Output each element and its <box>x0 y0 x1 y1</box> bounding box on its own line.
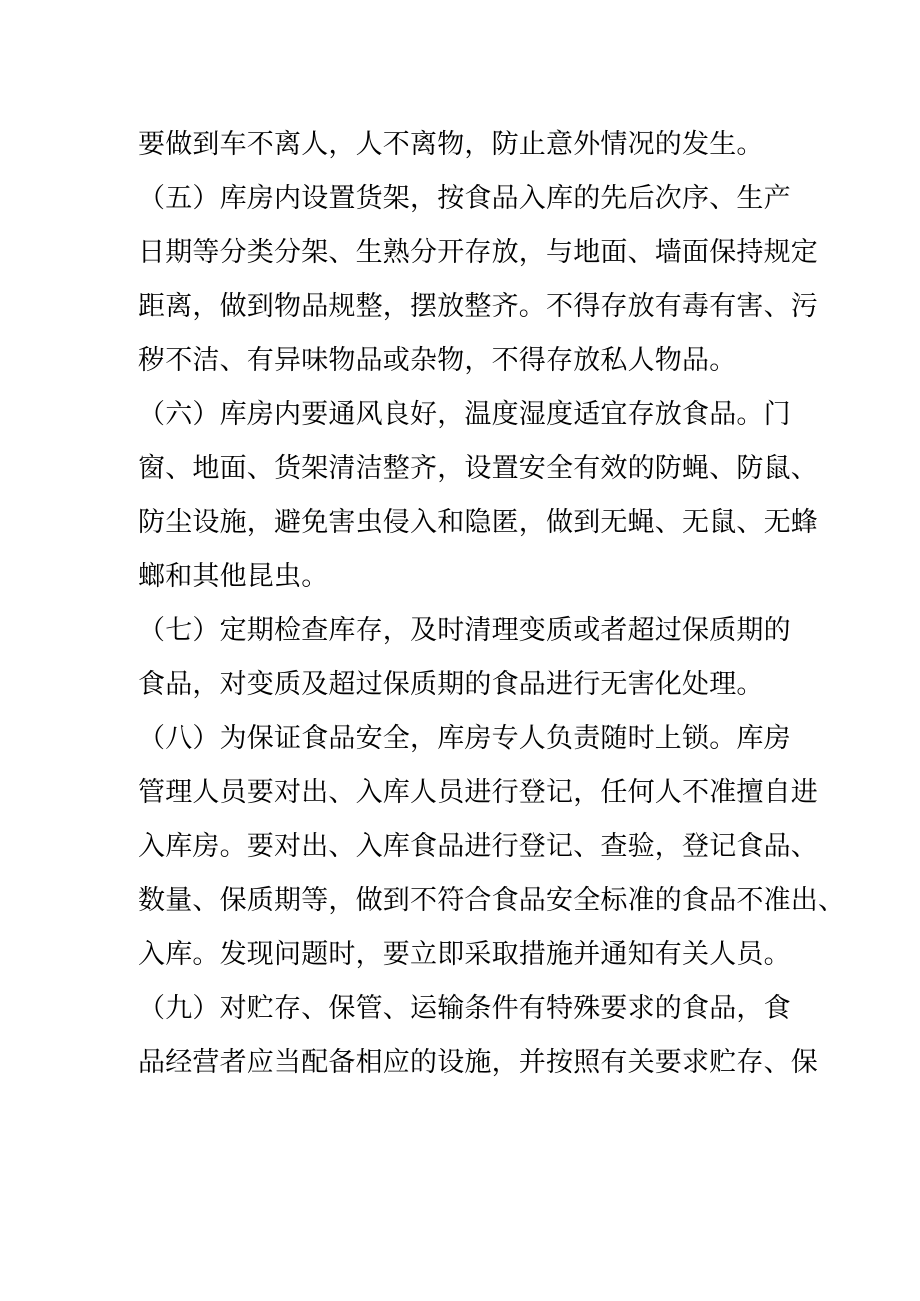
text-line: 入库。发现问题时，要立即采取措施并通知有关人员。 <box>138 939 791 970</box>
text-line: 防尘设施，避免害虫侵入和隐匿，做到无蝇、无鼠、无蜂 <box>138 507 818 538</box>
text-line: （七）定期检查库存，及时清理变质或者超过保质期的 <box>138 615 791 646</box>
text-line: 要做到车不离人，人不离物，防止意外情况的发生。 <box>138 129 764 160</box>
text-line: 秽不洁、有异味物品或杂物，不得存放私人物品。 <box>138 345 737 376</box>
text-line: 距离，做到物品规整，摆放整齐。不得存放有毒有害、污 <box>138 291 818 322</box>
document-body <box>138 118 846 1090</box>
text-line: 管理人员要对出、入库人员进行登记，任何人不准擅自进 <box>138 777 818 808</box>
text-line: （五）库房内设置货架，按食品入库的先后次序、生产 <box>138 183 791 214</box>
text-line: 日期等分类分架、生熟分开存放，与地面、墙面保持规定 <box>138 237 818 268</box>
text-line: （九）对贮存、保管、运输条件有特殊要求的食品，食 <box>138 993 791 1024</box>
text-line: 品经营者应当配备相应的设施，并按照有关要求贮存、保 <box>138 1047 818 1078</box>
text-line: 食品，对变质及超过保质期的食品进行无害化处理。 <box>138 669 764 700</box>
text-line: 数量、保质期等，做到不符合食品安全标准的食品不准出、 <box>138 885 846 916</box>
text-line: （六）库房内要通风良好，温度湿度适宜存放食品。门 <box>138 399 791 430</box>
text-line: 入库房。要对出、入库食品进行登记、查验，登记食品、 <box>138 831 818 862</box>
text-line: 窗、地面、货架清洁整齐，设置安全有效的防蝇、防鼠、 <box>138 453 818 484</box>
text-line: 螂和其他昆虫。 <box>138 561 329 592</box>
text-line: （八）为保证食品安全，库房专人负责随时上锁。库房 <box>138 723 791 754</box>
